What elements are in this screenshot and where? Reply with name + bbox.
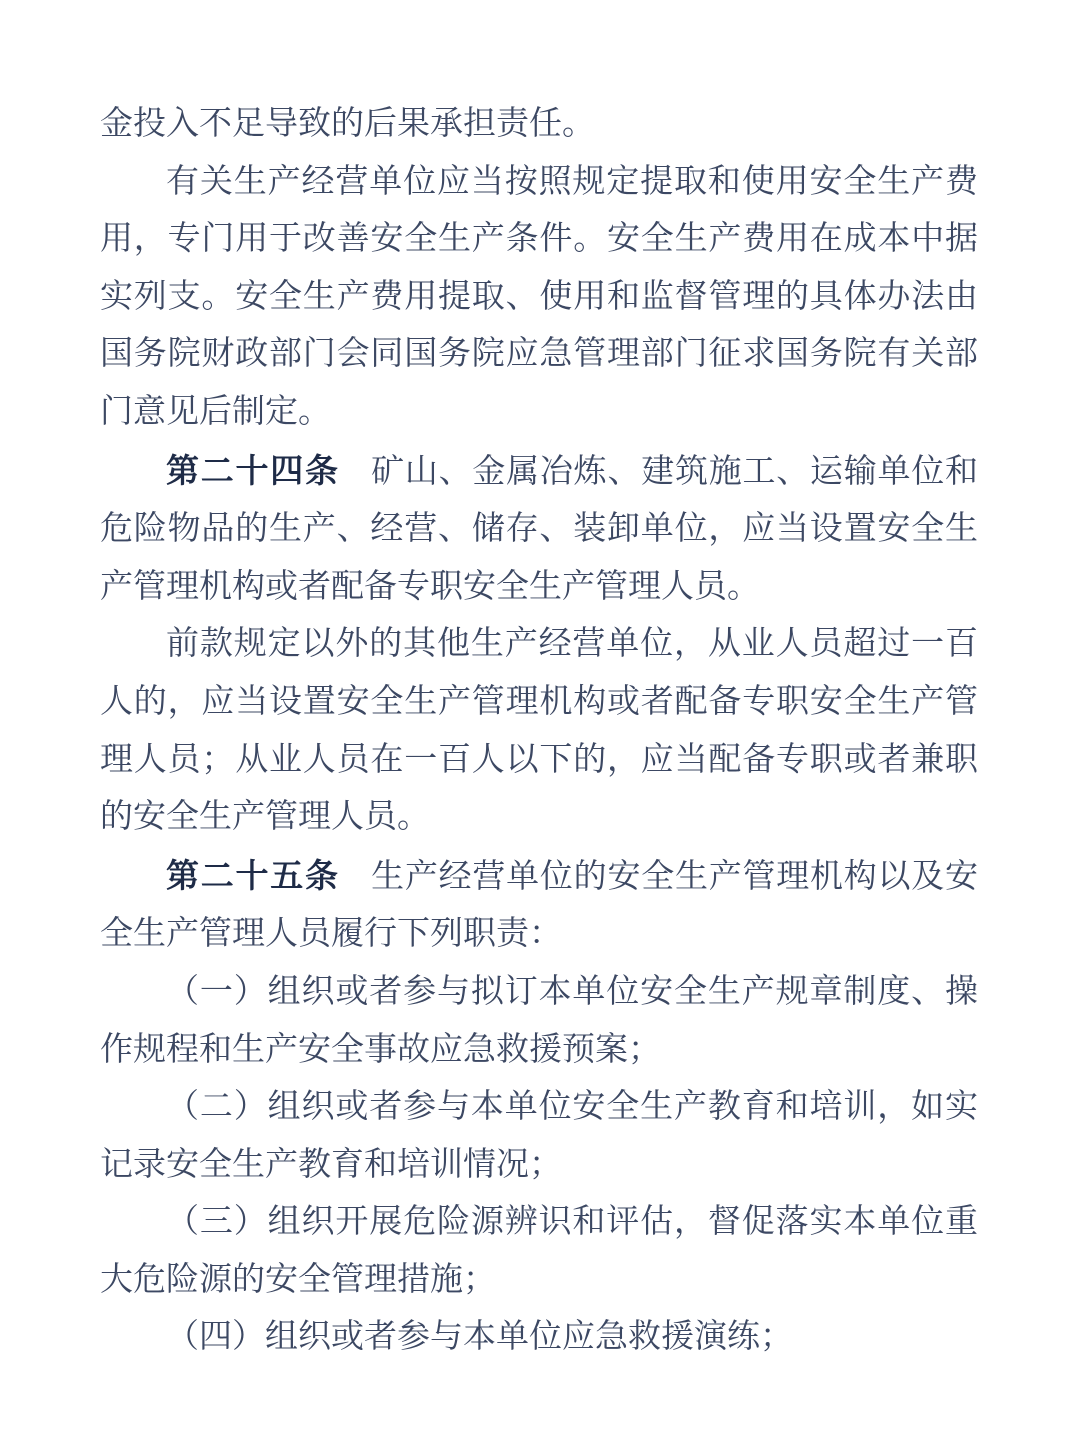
paragraph-text: 前款规定以外的其他生产经营单位，从业人员超过一百人的，应当设置安全生产管理机构或者配备专职安全生产管理人员；从业人员在一百人以下的，应当配备专职或者兼职的安全生产管理人员。 bbox=[100, 626, 978, 836]
paragraph-text: 金投入不足导致的后果承担责任。 bbox=[100, 106, 595, 142]
paragraph-text: 有关生产经营单位应当按照规定提取和使用安全生产费用，专门用于改善安全生产条件。安全生产费用在成本中据实列支。安全生产费用提取、使用和监督管理的具体办法由国务院财政部门会同国务院应急管理部门征求国务院有关部门意见后制定。 bbox=[100, 163, 978, 430]
paragraph-text: 生产经营单位的安全生产管理机构以及安全生产管理人员履行下列职责： bbox=[100, 858, 979, 953]
paragraph-text: 矿山、金属冶炼、建筑施工、运输单位和危险物品的生产、经营、储存、装卸单位，应当设置安全生产管理机构或者配备专职安全生产管理人员。 bbox=[100, 453, 979, 605]
document-body bbox=[100, 96, 978, 1367]
paragraph-text: （二）组织或者参与本单位安全生产教育和培训，如实记录安全生产教育和培训情况； bbox=[100, 1089, 978, 1183]
paragraph-text: （一）组织或者参与拟订本单位安全生产规章制度、操作规程和生产安全事故应急救援预案； bbox=[100, 973, 978, 1068]
article-number-heading: 第二十五条 bbox=[166, 856, 340, 894]
paragraph bbox=[100, 442, 978, 617]
paragraph bbox=[100, 96, 978, 154]
article-number-heading: 第二十四条 bbox=[166, 451, 340, 489]
paragraph bbox=[100, 964, 978, 1079]
paragraph bbox=[100, 1309, 978, 1367]
paragraph bbox=[100, 616, 978, 846]
paragraph bbox=[100, 1194, 978, 1309]
paragraph bbox=[100, 847, 978, 964]
paragraph-text: （三）组织开展危险源辨识和评估，督促落实本单位重大危险源的安全管理措施； bbox=[100, 1204, 978, 1298]
paragraph-text: （四）组织或者参与本单位应急救援演练； bbox=[166, 1319, 793, 1356]
paragraph bbox=[100, 1079, 978, 1194]
paragraph bbox=[100, 154, 978, 442]
